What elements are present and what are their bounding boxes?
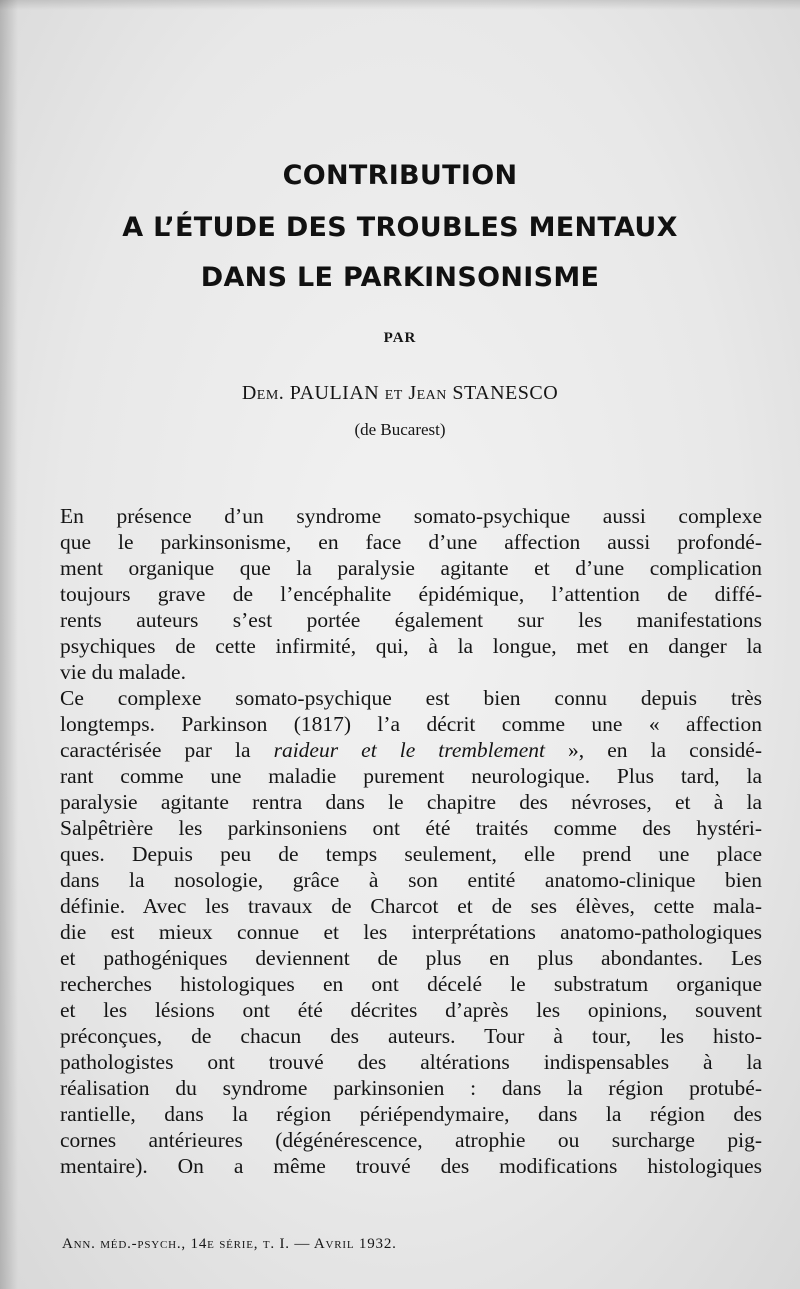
body-line: recherches histologiques en ont décelé le substratum organique: [60, 972, 762, 996]
body-line: paralysie agitante rentra dans le chapitre des névroses, et à la: [60, 790, 762, 814]
body-line: définie. Avec les travaux de Charcot et de ses élèves, cette mala-: [60, 894, 762, 918]
body-line: En présence d’un syndrome somato-psychique aussi complexe: [60, 504, 762, 528]
page-edge-shadow: [0, 0, 18, 1289]
page-footer: Ann. méd.-psych., 14e série, t. I. — Avril 1932.: [62, 1236, 397, 1252]
body-line: et pathogéniques deviennent de plus en plus abondantes. Les: [60, 946, 762, 970]
body-line: toujours grave de l’encéphalite épidémique, l’attention de diffé-: [60, 582, 762, 606]
affiliation: (de Bucarest): [354, 420, 446, 439]
body-line: rents auteurs s’est portée également sur les manifestations: [60, 608, 762, 632]
body-line: rant comme une maladie purement neurologique. Plus tard, la: [60, 764, 762, 788]
body-line: die est mieux connue et les interprétations anatomo-pathologiques: [60, 920, 762, 944]
page-top-shadow: [0, 0, 800, 10]
body-line: préconçues, de chacun des auteurs. Tour à tour, les histo-: [60, 1024, 762, 1048]
body-line: cornes antérieures (dégénérescence, atrophie ou surcharge pig-: [60, 1128, 762, 1152]
body-line: mentaire). On a même trouvé des modifications histologiques: [60, 1154, 762, 1178]
body-line: ques. Depuis peu de temps seulement, elle prend une place: [60, 842, 762, 866]
body-line: et les lésions ont été décrites d’après les opinions, souvent: [60, 998, 762, 1022]
body-line: dans la nosologie, grâce à son entité anatomo-clinique bien: [60, 868, 762, 892]
body-line: rantielle, dans la région périépendymaire, dans la région des: [60, 1102, 762, 1126]
authors: Dem. PAULIAN et Jean STANESCO: [241, 382, 559, 404]
body-line: ment organique que la paralysie agitante et d’une complication: [60, 556, 762, 580]
body-line: Salpêtrière les parkinsoniens ont été traités comme des hystéri-: [60, 816, 762, 840]
title-line-2: A L’ÉTUDE DES TROUBLES MENTAUX: [122, 212, 678, 243]
article-body: [60, 503, 762, 1179]
body-line: Ce complexe somato-psychique est bien connu depuis très: [60, 686, 762, 710]
italic-phrase: raideur et le tremblement: [273, 738, 545, 762]
body-line: longtemps. Parkinson (1817) l’a décrit comme une « affection: [60, 712, 762, 736]
body-line: réalisation du syndrome parkinsonien : dans la région protubé-: [60, 1076, 762, 1100]
byline-par: PAR: [383, 330, 417, 346]
body-line: psychiques de cette infirmité, qui, à la longue, met en danger la: [60, 634, 762, 658]
title-line-3: DANS LE PARKINSONISME: [200, 262, 600, 293]
body-line: vie du malade.: [60, 660, 186, 684]
title-line-1: CONTRIBUTION: [282, 160, 518, 191]
body-line: pathologistes ont trouvé des altérations indispensables à la: [60, 1050, 762, 1074]
body-line: que le parkinsonisme, en face d’une affection aussi profondé-: [60, 530, 762, 554]
body-line-emphasis: caractérisée par la raideur et le tremblement », en la considé-: [60, 738, 762, 762]
